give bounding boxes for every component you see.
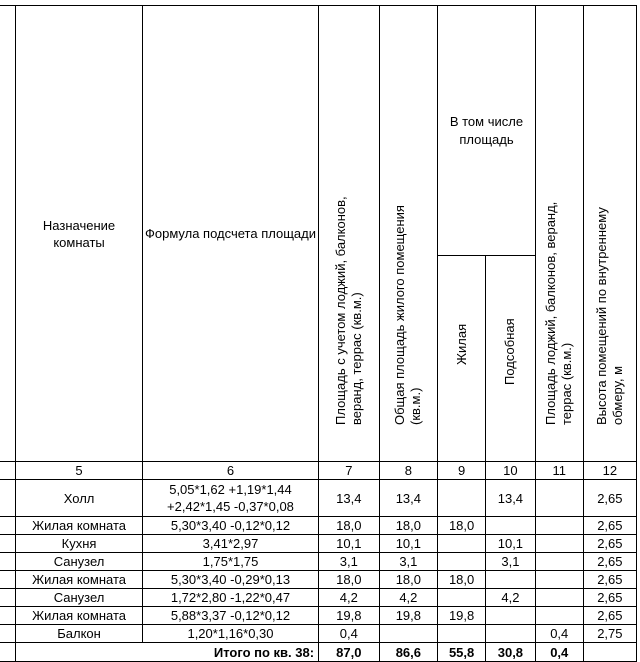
column-number: 5 [16, 462, 143, 480]
area-formula: 1,20*1,16*0,30 [142, 625, 318, 643]
row-edge [0, 517, 16, 535]
loggia-area: 0,4 [535, 625, 583, 643]
room-name: Кухня [16, 535, 143, 553]
room-height: 2,65 [583, 589, 636, 607]
loggia-area [535, 535, 583, 553]
auxiliary-area: 13,4 [486, 480, 536, 517]
header-area-with-loggias: Площадь с учетом лоджий, балконов, веранд, террас (кв.м.) [319, 6, 379, 462]
living-area [438, 589, 486, 607]
auxiliary-area [486, 517, 536, 535]
total-edge [0, 643, 16, 662]
room-height: 2,65 [583, 571, 636, 589]
area-table [0, 5, 637, 662]
column-number: 8 [379, 462, 438, 480]
row-edge [0, 480, 16, 517]
header-living: Жилая [438, 256, 486, 462]
total-area: 4,2 [379, 589, 438, 607]
living-area: 18,0 [438, 571, 486, 589]
loggia-area [535, 480, 583, 517]
column-number: 7 [319, 462, 379, 480]
room-height: 2,65 [583, 517, 636, 535]
auxiliary-area [486, 625, 536, 643]
room-height: 2,65 [583, 480, 636, 517]
total-row [0, 643, 637, 662]
room-height: 2,65 [583, 535, 636, 553]
area-with-loggias: 10,1 [319, 535, 379, 553]
column-number: 9 [438, 462, 486, 480]
room-name: Жилая комната [16, 571, 143, 589]
loggia-area [535, 571, 583, 589]
table-row [0, 589, 637, 607]
header-formula: Формула подсчета площади [142, 6, 318, 462]
area-with-loggias: 18,0 [319, 571, 379, 589]
header-purpose: Назначение комнаты [16, 6, 143, 462]
living-area [438, 480, 486, 517]
living-area [438, 625, 486, 643]
header-loggia-area: Площадь лоджий, балконов, веранд, террас (кв.м.) [535, 6, 583, 462]
living-area: 19,8 [438, 607, 486, 625]
auxiliary-area: 4,2 [486, 589, 536, 607]
edge-cell [0, 6, 16, 462]
area-formula: 5,05*1,62 +1,19*1,44 +2,42*1,45 -0,37*0,08 [142, 480, 318, 517]
total-height [583, 643, 636, 662]
column-number: 10 [486, 462, 536, 480]
table-row [0, 517, 637, 535]
area-with-loggias: 19,8 [319, 607, 379, 625]
room-name: Санузел [16, 553, 143, 571]
total-label: Итого по кв. 38: [16, 643, 319, 662]
auxiliary-area: 3,1 [486, 553, 536, 571]
header-total-living-area: Общая площадь жилого помещения (кв.м.) [379, 6, 438, 462]
row-edge [0, 553, 16, 571]
room-height: 2,75 [583, 625, 636, 643]
total-area: 19,8 [379, 607, 438, 625]
header-auxiliary: Подсобная [486, 256, 536, 462]
area-formula: 5,88*3,37 -0,12*0,12 [142, 607, 318, 625]
total-auxiliary-area: 30,8 [486, 643, 536, 662]
loggia-area [535, 553, 583, 571]
area-with-loggias: 18,0 [319, 517, 379, 535]
area-formula: 5,30*3,40 -0,12*0,12 [142, 517, 318, 535]
area-formula: 1,72*2,80 -1,22*0,47 [142, 589, 318, 607]
living-area [438, 535, 486, 553]
area-with-loggias: 13,4 [319, 480, 379, 517]
total-area: 3,1 [379, 553, 438, 571]
column-number-row [0, 462, 637, 480]
column-number-edge [0, 462, 16, 480]
table-row [0, 625, 637, 643]
table-row [0, 480, 637, 517]
living-area: 18,0 [438, 517, 486, 535]
room-height: 2,65 [583, 553, 636, 571]
column-number: 11 [535, 462, 583, 480]
living-area [438, 553, 486, 571]
loggia-area [535, 517, 583, 535]
total-loggia-area: 0,4 [535, 643, 583, 662]
area-with-loggias: 3,1 [319, 553, 379, 571]
table-row [0, 607, 637, 625]
area-formula: 5,30*3,40 -0,29*0,13 [142, 571, 318, 589]
row-edge [0, 535, 16, 553]
total-area-with-loggias: 87,0 [319, 643, 379, 662]
total-area [379, 625, 438, 643]
area-with-loggias: 0,4 [319, 625, 379, 643]
table-row [0, 553, 637, 571]
total-area: 18,0 [379, 517, 438, 535]
column-number: 12 [583, 462, 636, 480]
loggia-area [535, 607, 583, 625]
total-area: 10,1 [379, 535, 438, 553]
area-formula: 3,41*2,97 [142, 535, 318, 553]
table-row [0, 571, 637, 589]
room-name: Жилая комната [16, 607, 143, 625]
auxiliary-area [486, 571, 536, 589]
table-row [0, 535, 637, 553]
column-number: 6 [142, 462, 318, 480]
header-height: Высота помещений по внутреннему обмеру, м [583, 6, 636, 462]
area-with-loggias: 4,2 [319, 589, 379, 607]
total-living-area: 55,8 [438, 643, 486, 662]
room-name: Санузел [16, 589, 143, 607]
auxiliary-area [486, 607, 536, 625]
area-formula: 1,75*1,75 [142, 553, 318, 571]
header-including-group: В том числе площадь [438, 6, 536, 256]
total-area: 18,0 [379, 571, 438, 589]
total-total-area: 86,6 [379, 643, 438, 662]
room-height: 2,65 [583, 607, 636, 625]
auxiliary-area: 10,1 [486, 535, 536, 553]
total-area: 13,4 [379, 480, 438, 517]
room-name: Холл [16, 480, 143, 517]
row-edge [0, 589, 16, 607]
room-name: Балкон [16, 625, 143, 643]
room-name: Жилая комната [16, 517, 143, 535]
row-edge [0, 607, 16, 625]
loggia-area [535, 589, 583, 607]
row-edge [0, 625, 16, 643]
row-edge [0, 571, 16, 589]
header-row [0, 6, 637, 256]
